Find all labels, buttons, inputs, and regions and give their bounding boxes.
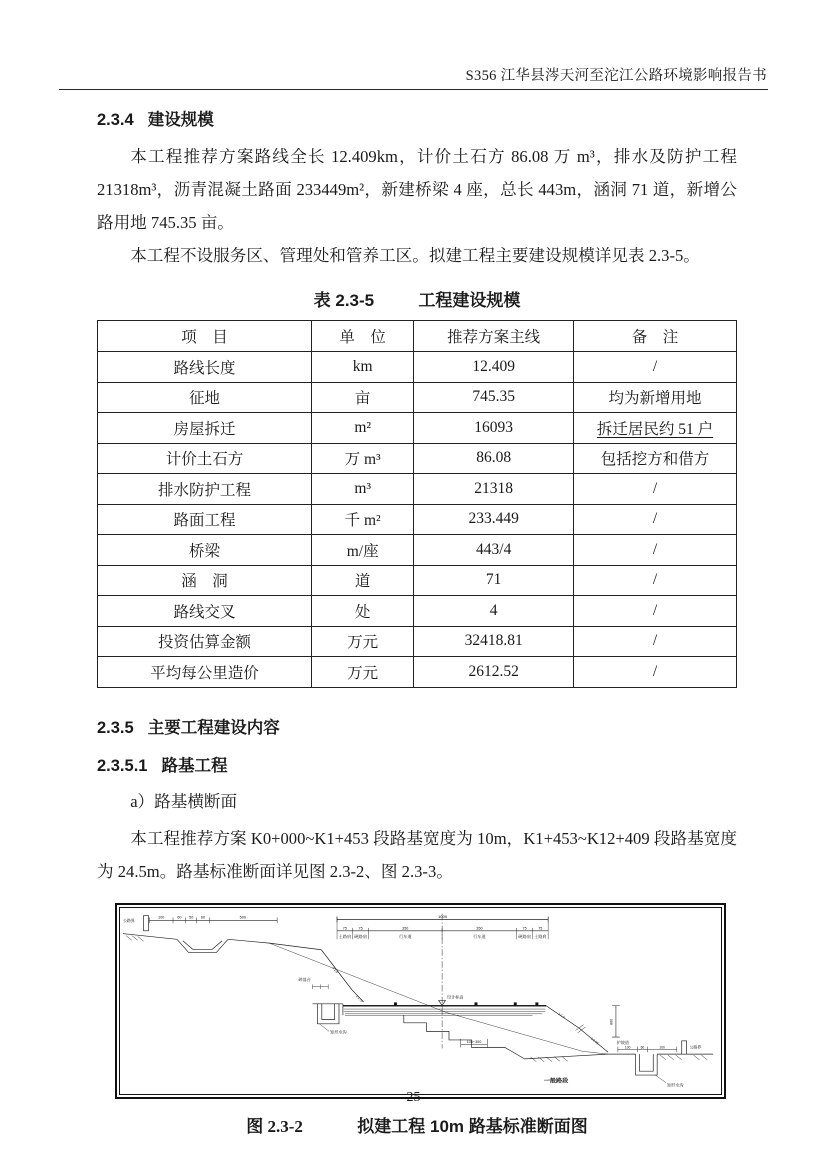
table-cell: 12.409: [414, 352, 574, 383]
table-row: [98, 626, 737, 657]
figure-labels: [123, 914, 702, 1087]
road-label-5: 土路肩: [533, 933, 547, 939]
road-dim-3: 350: [476, 925, 483, 930]
table-caption-title: 工程建设规模: [418, 291, 521, 310]
table-cell: /: [574, 474, 737, 505]
table-cell: 21318: [414, 474, 574, 505]
table-cell: /: [574, 565, 737, 596]
road-label-3: 行车道: [473, 933, 486, 939]
page-number: 25: [406, 1090, 421, 1105]
section-number: 2.3.5.1: [97, 756, 148, 775]
figure-caption-label: 图 2.3-2: [246, 1116, 303, 1136]
table-cell: 路线交叉: [98, 596, 312, 627]
right-slope2-label: 1:1.75: [589, 1036, 600, 1045]
table-cell: /: [574, 626, 737, 657]
table-cell: 拆迁居民约 51 户: [574, 413, 737, 444]
table-cell: 排水防护工程: [98, 474, 312, 505]
table-cell: 涵 洞: [98, 565, 312, 596]
table-cell: 千 m²: [312, 504, 414, 535]
right-slope1-label: 1:1.5: [557, 1011, 566, 1019]
section-title: 建设规模: [147, 111, 214, 129]
road-label-0: 土路肩: [338, 933, 352, 939]
figure-frame: [115, 903, 726, 1099]
paragraph-scale-1: 本工程推荐方案路线全长 12.409km，计价土石方 86.08 万 m³，排水及防护工程21318m³，沥青混凝土路面 233449m²，新建桥梁 4 座，总长 443m，涵洞 71 道，新增公路用地 745.35 亩。: [97, 147, 737, 232]
left-dim-3: 60: [200, 914, 206, 919]
table-cell: 亩: [312, 382, 414, 413]
table-row: [98, 504, 737, 535]
table-row: [98, 443, 737, 474]
table-cell: 86.08: [414, 443, 574, 474]
table-row: [98, 565, 737, 596]
table-cell: 16093: [414, 413, 574, 444]
table-cell: 万 m³: [312, 443, 414, 474]
table-cell: /: [574, 352, 737, 383]
left-ditch-label: 矩形水沟: [330, 1028, 347, 1034]
table-cell: 路线长度: [98, 352, 312, 383]
table-header-item: 项 目: [98, 321, 312, 352]
page-header-title: S356 江华县涔天河至沱江公路环境影响报告书: [465, 68, 767, 84]
figure-caption-title: 拟建工程 10m 路基标准断面图: [357, 1116, 588, 1136]
table-row: [98, 413, 737, 444]
table-cell: 745.35: [414, 382, 574, 413]
table-cell: 道: [312, 565, 414, 596]
step-dim-label: 100~300: [466, 1039, 482, 1044]
table-cell: 投资估算金额: [98, 626, 312, 657]
table-header-row: [98, 321, 737, 352]
left-slope2-label: 1:1.75: [354, 993, 364, 1003]
figure-inner-frame: [119, 907, 722, 1095]
table-cell: /: [574, 535, 737, 566]
road-label-4: 硬路肩: [518, 933, 531, 939]
section-heading-235: [97, 714, 737, 738]
road-dim-0: 75: [342, 925, 347, 930]
table-cell: 32418.81: [414, 626, 574, 657]
table-cell: m³: [312, 474, 414, 505]
table-caption-label: 表 2.3-5: [313, 291, 375, 310]
section-heading-2351: [97, 752, 737, 776]
table-row: [98, 382, 737, 413]
section-title: 主要工程建设内容: [147, 718, 280, 737]
table-cell: 包括挖方和借方: [574, 443, 737, 474]
table-cell: 71: [414, 565, 574, 596]
left-slope1-label: 1:1.5: [331, 965, 340, 974]
left-dim-1: 60: [177, 914, 182, 919]
header-rule: [59, 89, 768, 90]
debris-platform-label: 碎落台: [298, 976, 311, 982]
left-dim-2: 50: [189, 914, 194, 919]
table-cell: 处: [312, 596, 414, 627]
table-cell: 443/4: [414, 535, 574, 566]
table-cell: m/座: [312, 535, 414, 566]
table-row: [98, 474, 737, 505]
table-cell: /: [574, 504, 737, 535]
table-cell: 房屋拆迁: [98, 413, 312, 444]
page-content: [97, 98, 737, 1137]
road-dim-4: 75: [522, 925, 527, 930]
right-ditch-label: 矩形水沟: [666, 1081, 684, 1087]
table-row: [98, 596, 737, 627]
table-cell: m²: [312, 413, 414, 444]
table-cell: 均为新增用地: [574, 382, 737, 413]
table-row: [98, 352, 737, 383]
table-cell: 计价土石方: [98, 443, 312, 474]
paragraph-scale-2: 本工程不设服务区、管理处和管养工区。拟建工程主要建设规模详见表 2.3-5。: [130, 246, 700, 265]
table-cell: 桥梁: [98, 535, 312, 566]
table-cell: 2612.52: [414, 657, 574, 688]
berm-dim-0: 100: [624, 1045, 631, 1049]
left-boundary-marker-label: 公路界: [122, 918, 135, 923]
section-type-label: 一般路段: [543, 1078, 569, 1085]
left-dim-4: 500: [239, 914, 246, 919]
section-number: 2.3.4: [97, 111, 134, 129]
table-row: [98, 657, 737, 688]
section-title: 路基工程: [161, 756, 228, 775]
slope-berm-label: 护坡道: [616, 1039, 629, 1045]
table-cell: 路面工程: [98, 504, 312, 535]
total-width-dim: 1000: [438, 913, 448, 919]
table-caption: [97, 286, 737, 311]
road-dim-2: 350: [402, 925, 409, 930]
road-dim-1: 75: [358, 925, 363, 930]
table-cell: 平均每公里造价: [98, 657, 312, 688]
table-cell: /: [574, 596, 737, 627]
subsection-a-label: a）路基横断面: [130, 791, 238, 811]
table-row: [98, 535, 737, 566]
road-label-1: 硬路肩: [354, 933, 367, 939]
right-boundary-marker-label: 公路界: [689, 1045, 702, 1049]
paragraph-roadbed: 本工程推荐方案 K0+000~K1+453 段路基宽度为 10m，K1+453~K12+409 段路基宽度为 24.5m。路基标准断面详见图 2.3-2、图 2.3-3。: [97, 828, 737, 881]
design-level-label: 设计标高: [447, 994, 464, 1000]
section-number: 2.3.5: [97, 718, 134, 737]
road-dim-5: 75: [538, 925, 543, 930]
left-dim-0: 100: [158, 914, 165, 919]
road-label-2: 行车道: [398, 933, 412, 939]
berm-dim-2: 100: [659, 1045, 665, 1049]
construction-scale-table: [97, 320, 737, 688]
berm-dim-1: 60: [640, 1045, 645, 1049]
spec-table-body: [98, 321, 737, 688]
table-cell: 万元: [312, 657, 414, 688]
table-cell: 233.449: [414, 504, 574, 535]
table-header-value: 推荐方案主线: [414, 321, 574, 352]
table-cell: 4: [414, 596, 574, 627]
table-cell: /: [574, 657, 737, 688]
height-dim-label: 800: [609, 1018, 614, 1025]
section-heading-234: [97, 106, 737, 130]
table-cell: 征地: [98, 382, 312, 413]
table-cell: 万元: [312, 626, 414, 657]
table-header-unit: 单 位: [312, 321, 414, 352]
table-header-note: 备 注: [574, 321, 737, 352]
cross-section-figure: [120, 908, 721, 1094]
table-cell: km: [312, 352, 414, 383]
figure-caption: [97, 1112, 737, 1137]
